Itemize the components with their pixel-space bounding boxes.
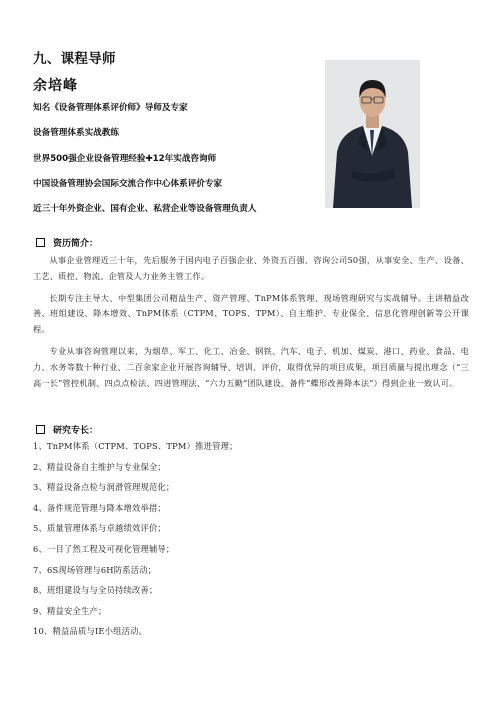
credential-item: 世界500强企业设备管理经验✚12年实战咨询师 [33, 153, 217, 164]
specialty-item: 6、一目了然工程及可视化管理辅导； [33, 543, 175, 554]
specialty-item: 1、TnPM体系（CTPM、TOPS、TPM）推进管理； [33, 441, 238, 451]
specialty-item: 5、质量管理体系与卓越绩效评价； [33, 523, 166, 534]
credential-item: 近三十年外资企业、国有企业、私营企业等设备管理负责人 [33, 204, 257, 215]
research-heading-text: 研究专长： [53, 426, 99, 436]
bio-paragraph: 专业从事咨询管理以来，为烟草、军工、化工、冶金、钢铁、汽车、电子、机加、煤炭、港口、药业、食品、电力、水务等数十种行业、二百余家企业开展咨询辅导、培训、评价，取得优异的项目成果，项目质量与提出理念（“三高一长”管控机制、四点点检法、四进管理法、“六力五勤”团队建设、备件“蝶形改善降本法”）得到企业一致认可。 [33, 345, 469, 388]
bio-text [33, 253, 469, 397]
bio-heading-text: 资历简介： [53, 239, 99, 249]
specialty-item: 10、精益品质与IE小组活动。 [33, 626, 148, 637]
research-heading [36, 423, 98, 436]
instructor-photo [325, 60, 420, 208]
specialty-item: 9、精益安全生产； [33, 605, 107, 616]
specialty-item: 3、精益设备点检与润滑管理规范化； [33, 482, 175, 493]
credential-item: 知名《设备管理体系评价师》导师及专家 [33, 103, 188, 113]
checkbox-icon [36, 425, 45, 434]
section-title: 九、课程导师 [33, 51, 116, 67]
specialty-item: 2、精益设备自主维护与专业保全； [33, 461, 166, 472]
specialty-item: 4、备件规范管理与降本增效举措； [33, 502, 166, 513]
specialties-list [33, 440, 238, 646]
bio-paragraph: 从事企业管理近三十年，先后服务于国内电子百强企业、外资五百强、咨询公司50强，从事安全、生产、设备、工艺、质控、物流、企管及人力业务主管工作。 [33, 255, 469, 281]
instructor-name: 余培峰 [33, 78, 78, 94]
bio-heading [36, 236, 98, 249]
checkbox-icon [36, 238, 45, 247]
credential-item: 设备管理体系实战教练 [33, 128, 119, 139]
bio-paragraph: 长期专注主导大、中型集团公司精益生产、资产管理、TnPM体系管理、现场管理研究与实战辅导。主讲精益改善、班组建设、降本增效、TnPM体系（CTPM、TOPS、TPM）、自主维护、专业保全、信息化管理创新等公开课程。 [33, 292, 469, 335]
specialty-item: 8、班组建设与与全员持续改善； [33, 585, 158, 596]
credentials-list [33, 102, 256, 228]
credential-item: 中国设备管理协会国际交流合作中心体系评价专家 [33, 178, 223, 189]
specialty-item: 7、6S现场管理与6H防系活动； [33, 564, 157, 575]
